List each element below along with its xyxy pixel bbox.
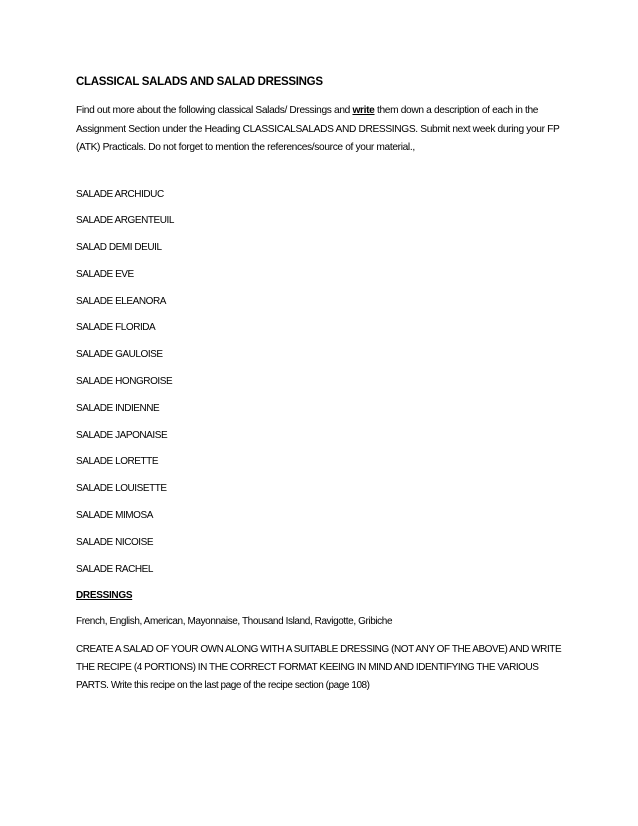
create-salad-instruction: CREATE A SALAD OF YOUR OWN ALONG WITH A SUITABLE DRESSING (NOT ANY OF THE ABOVE) AND WRITE THE RECIPE (4 PORTIONS) IN THE CORRECT FORMAT KEEING IN MIND AND IDENTIFYING THE VARIOUS PARTS. Write this recipe on the last page of the recipe section (page 108): [76, 644, 562, 692]
intro-text-end: them down a description of each in the Assignment Section under the Heading CLASSICALSALADS AND DRESSINGS. Submit next week during your FP (ATK) Practicals. Do not forget to mention the references/source of your material.,: [76, 105, 560, 153]
salad-item: SALADE GAULOISE: [76, 349, 163, 361]
dressings-heading: DRESSINGS: [76, 590, 133, 602]
document-title: CLASSICAL SALADS AND SALAD DRESSINGS: [76, 76, 323, 88]
intro-text-start: Find out more about the following classical Salads/ Dressings and: [76, 105, 353, 116]
intro-write-emphasis: write: [352, 105, 375, 116]
dressings-list: French, English, American, Mayonnaise, Thousand Island, Ravigotte, Gribiche: [76, 616, 393, 628]
salad-item: SALADE ARGENTEUIL: [76, 215, 174, 227]
salad-item: SALADE NICOISE: [76, 536, 154, 548]
salad-item: SALADE JAPONAISE: [76, 429, 168, 441]
salad-list: [76, 188, 566, 590]
salad-item: SALAD DEMI DEUIL: [76, 242, 162, 254]
salad-item: SALADE ELEANORA: [76, 295, 166, 307]
salad-item: SALADE LOUISETTE: [76, 483, 167, 495]
salad-item: SALADE ARCHIDUC: [76, 188, 164, 200]
salad-item: SALADE FLORIDA: [76, 322, 156, 334]
salad-item: SALADE INDIENNE: [76, 402, 160, 414]
salad-item: SALADE HONGROISE: [76, 376, 173, 388]
salad-item: SALADE MIMOSA: [76, 510, 153, 522]
intro-paragraph: [76, 102, 566, 158]
salad-item: SALADE EVE: [76, 268, 134, 280]
salad-item: SALADE RACHEL: [76, 563, 153, 575]
document-content: [76, 76, 566, 695]
salad-item: SALADE LORETTE: [76, 456, 159, 468]
